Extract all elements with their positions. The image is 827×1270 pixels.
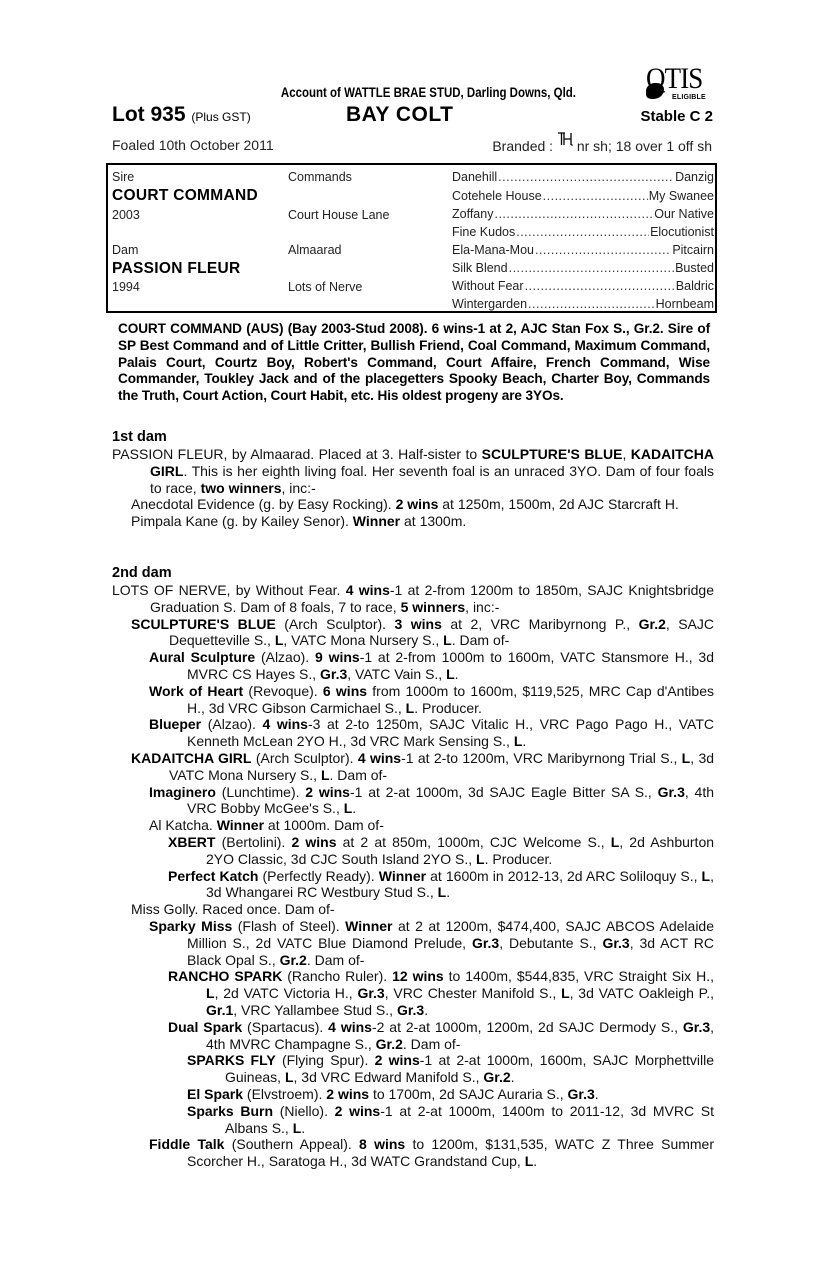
- pedigree-entry: [112, 496, 714, 513]
- branded-text: nr sh; 18 over 1 off sh: [576, 138, 712, 154]
- bold-run: 4 wins: [262, 716, 308, 733]
- text-run: from 1000m to 1600m, $119,525, MRC Cap d'Antibes H., 3d VRC Gibson Carmichael S.,: [187, 682, 714, 716]
- pedigree-entry: [112, 968, 714, 1018]
- bold-run: Gr.1: [206, 1001, 234, 1018]
- foaled-date: Foaled 10th October 2011: [112, 137, 274, 153]
- bold-run: Winner: [345, 917, 393, 934]
- text-run: , 2d Ashburton 2YO Classic, 3d CJC South Island 2YO S.,: [206, 833, 715, 867]
- text-run: . Producer.: [484, 850, 553, 867]
- text-run: , 2d VATC Victoria H.,: [214, 985, 358, 1002]
- text-run: .: [533, 1153, 538, 1170]
- text-run: (Flash of Steel).: [232, 917, 346, 934]
- ancestor-dam-sire: Our Native: [654, 207, 714, 221]
- sire-year: 2003: [112, 208, 140, 222]
- text-run: , VATC Vain S.,: [347, 665, 447, 682]
- dam-label: Dam: [112, 243, 139, 257]
- ancestor-sire: Silk Blend: [452, 261, 508, 275]
- pedigree-entry: [112, 918, 714, 968]
- text-run: , Debutante S.,: [499, 934, 603, 951]
- bold-run: SCULPTURE'S BLUE: [131, 615, 276, 632]
- text-run: .: [352, 800, 357, 817]
- page-title: BAY COLT: [346, 103, 454, 126]
- ancestor-dam-sire: My Swanee: [648, 189, 714, 203]
- text-run: . Dam of-: [402, 1035, 461, 1052]
- ancestor-row: [452, 243, 714, 257]
- sire-sire: Commands: [288, 170, 352, 184]
- text-run: . This is her eighth living foal. Her seventh foal is an unraced 3YO. Dam of four foals to race,: [150, 462, 714, 496]
- text-run: -1 at 2-at 1000m, 1400m to 2011-12, 3d MVRC St Albans S.,: [225, 1102, 715, 1136]
- text-run: -1 at 2-from 1200m to 1850m, SAJC Knightsbridge Graduation S. Dam of 8 foals, 7 to race,: [150, 582, 714, 615]
- lot-label: Lot 935: [112, 103, 186, 126]
- text-run: . Dam of-: [329, 766, 388, 783]
- dam-name: PASSION FLEUR: [112, 260, 241, 277]
- text-run: (Arch Sculptor).: [275, 615, 395, 632]
- pedigree-entry: [112, 868, 714, 902]
- bold-run: 2 wins: [395, 496, 439, 513]
- bold-run: 2 wins: [305, 783, 350, 800]
- text-run: to 1700m, 2d SAJC Auraria S.,: [369, 1085, 568, 1102]
- bold-run: L: [284, 1069, 294, 1086]
- ancestor-dam-sire: Danzig: [675, 170, 714, 184]
- bold-run: L: [443, 632, 452, 649]
- text-run: (Rancho Ruler).: [282, 968, 393, 985]
- bold-run: 12 wins: [392, 968, 444, 985]
- qtis-logo-word: QTIS: [646, 62, 703, 95]
- ancestor-dam-sire: Pitcairn: [672, 243, 714, 257]
- text-run: LOTS OF NERVE, by Without Fear.: [112, 582, 346, 598]
- text-run: -1 at 2-at 1000m, 3d SAJC Eagle Bitter SA S.,: [349, 783, 658, 800]
- text-run: . Dam of-: [306, 951, 365, 968]
- text-run: at 1250m, 1500m, 2d AJC Starcraft H.: [438, 496, 679, 513]
- pedigree-entry: [112, 784, 714, 818]
- brand-mark-icon: [557, 132, 573, 150]
- sire-name: COURT COMMAND: [112, 187, 258, 204]
- pedigree-entry: [112, 446, 714, 496]
- branded-label: Branded :: [492, 138, 554, 154]
- bold-run: Gr.3: [357, 985, 385, 1002]
- text-run: at 1600m in 2012-13, 2d ARC Soliloquy S.,: [426, 867, 702, 884]
- text-run: , inc:-: [281, 479, 316, 496]
- bold-run: SPARKS FLY: [187, 1052, 276, 1069]
- text-run: ,: [622, 446, 631, 462]
- ancestor-sire: Cotehele House: [452, 189, 542, 203]
- text-run: (Perfectly Ready).: [258, 867, 379, 884]
- bold-run: Dual Spark: [168, 1018, 243, 1035]
- stable-location: Stable C 2: [640, 108, 713, 125]
- text-run: to 1400m, $544,835, VRC Straight Six H.,: [443, 968, 714, 985]
- bold-run: Aural Sculpture: [149, 649, 256, 666]
- bold-run: Gr.3: [471, 934, 500, 951]
- bold-run: Fiddle Talk: [149, 1136, 225, 1153]
- bold-run: 9 wins: [314, 649, 360, 666]
- pedigree-entry: [112, 649, 714, 683]
- text-run: . Dam of-: [451, 632, 510, 649]
- text-run: -2 at 2-at 1000m, 1200m, 2d SAJC Dermody S.,: [371, 1018, 683, 1035]
- bold-run: L: [524, 1153, 534, 1170]
- text-run: (Southern Appeal).: [224, 1136, 360, 1153]
- leader-dots: [543, 189, 648, 203]
- bold-run: 5 winners: [400, 598, 466, 615]
- text-run: -1 at 2-at 1000m, 1600m, SAJC Morphettville Guineas,: [225, 1052, 715, 1086]
- text-run: (Flying Spur).: [275, 1052, 375, 1069]
- text-run: (Spartacus).: [242, 1018, 329, 1035]
- ancestor-sire: Ela-Mana-Mou: [452, 243, 534, 257]
- text-run: Miss Golly. Raced once. Dam of-: [131, 901, 335, 918]
- text-run: at 2 at 1200m, $474,400, SAJC ABCOS Adelaide Million S., 2d VATC Blue Diamond Prelude,: [187, 917, 715, 951]
- text-run: Pimpala Kane (g. by Kailey Senor).: [131, 513, 353, 530]
- text-run: .: [522, 733, 527, 750]
- ancestor-row: [452, 261, 714, 275]
- bold-run: Gr.2: [375, 1035, 403, 1052]
- ancestor-dam-sire: Elocutionist: [650, 225, 714, 239]
- pedigree-entry: [112, 1136, 714, 1170]
- text-run: Anecdotal Evidence (g. by Easy Rocking).: [131, 496, 396, 513]
- text-run: .: [510, 1069, 515, 1086]
- bold-run: Perfect Katch: [168, 867, 259, 884]
- pedigree-entry: [112, 1052, 714, 1086]
- bold-run: 4 wins: [357, 749, 402, 766]
- text-run: .: [301, 1119, 306, 1136]
- leader-dots: [535, 243, 671, 257]
- sire-label: Sire: [112, 170, 135, 184]
- bold-run: L: [437, 884, 447, 901]
- bold-run: L: [274, 632, 284, 649]
- text-run: (Bertolini).: [215, 833, 292, 850]
- text-run: (Lunchtime).: [215, 783, 306, 800]
- bold-run: L: [513, 733, 523, 750]
- leader-dots: [528, 297, 655, 311]
- bold-run: Work of Heart: [149, 682, 244, 699]
- first-dam-heading: 1st dam: [112, 429, 167, 445]
- text-run: (Elvstroem).: [243, 1085, 327, 1102]
- text-run: , 4th MVRC Champagne S.,: [206, 1018, 715, 1052]
- text-run: PASSION FLEUR, by Almaarad. Placed at 3. Half-sister to: [112, 446, 482, 462]
- bold-run: Winner: [378, 867, 427, 884]
- bold-run: 2 wins: [291, 833, 337, 850]
- bold-run: L: [343, 800, 353, 817]
- leader-dots: [509, 261, 674, 275]
- text-run: (Revoque).: [243, 682, 323, 699]
- text-run: , 3d VRC Edward Manifold S.,: [293, 1069, 484, 1086]
- bold-run: Gr.2: [483, 1069, 511, 1086]
- leader-dots: [516, 225, 649, 239]
- bold-run: 2 wins: [326, 1085, 370, 1102]
- bold-run: Winner: [352, 513, 401, 530]
- pedigree-entry: [112, 1019, 714, 1053]
- leader-dots: [498, 170, 674, 184]
- pedigree-table: [106, 163, 717, 313]
- text-run: (Alzao).: [255, 649, 315, 666]
- bold-run: Winner: [216, 817, 265, 834]
- text-run: , 4th VRC Bobby McGee's S.,: [187, 783, 714, 817]
- bold-run: Gr.2: [279, 951, 307, 968]
- text-run: , SAJC Dequetteville S.,: [169, 615, 715, 649]
- bold-run: 8 wins: [359, 1136, 406, 1153]
- sire-dam: Court House Lane: [288, 208, 390, 222]
- text-run: , inc:-: [465, 598, 500, 615]
- bold-run: Gr.3: [567, 1085, 595, 1102]
- ancestor-dam-sire: Hornbeam: [655, 297, 714, 311]
- bold-run: L: [320, 766, 330, 783]
- text-run: -1 at 2-from 1000m to 1600m, VATC Stansmore H., 3d MVRC CS Hayes S.,: [187, 649, 714, 682]
- text-run: , 3d VATC Mona Nursery S.,: [169, 749, 715, 783]
- bold-run: L: [681, 749, 691, 766]
- ancestor-row: [452, 225, 714, 239]
- dam-sire: Almaarad: [288, 243, 342, 257]
- bold-run: L: [405, 699, 415, 716]
- pedigree-entry: [112, 513, 714, 530]
- text-run: Al Katcha.: [149, 817, 217, 834]
- bold-run: KADAITCHA GIRL: [150, 446, 714, 479]
- pedigree-entry: [112, 716, 714, 750]
- bold-run: KADAITCHA GIRL: [131, 749, 252, 766]
- bold-run: L: [561, 985, 570, 1002]
- text-run: , 3d VATC Oakleigh P.,: [569, 985, 714, 1002]
- pedigree-entry: [112, 750, 714, 784]
- dam-dam: Lots of Nerve: [288, 280, 363, 294]
- bold-run: L: [610, 833, 620, 850]
- bold-run: SCULPTURE'S BLUE: [481, 446, 623, 462]
- ancestor-row: [452, 297, 714, 311]
- text-run: at 1300m.: [400, 513, 467, 530]
- text-run: (Arch Sculptor).: [251, 749, 358, 766]
- bold-run: Sparky Miss: [149, 917, 233, 934]
- leader-dots: [525, 279, 675, 293]
- bold-run: 2 wins: [374, 1052, 420, 1069]
- dam-year: 1994: [112, 280, 140, 294]
- pedigree-entry: [112, 834, 714, 868]
- text-run: -1 at 2-to 1200m, VRC Maribyrnong Trial S.,: [401, 749, 682, 766]
- text-run: -3 at 2-to 1250m, SAJC Vitalic H., VRC Pago Pago H., VATC Kenneth McLean 2YO H., 3d VRC Mark Sensing S.,: [187, 716, 714, 750]
- ancestor-sire: Zoffany: [452, 207, 494, 221]
- pedigree-entry: [112, 582, 714, 616]
- ancestor-row: [452, 170, 714, 184]
- text-run: , VRC Chester Manifold S.,: [384, 985, 562, 1002]
- bold-run: 2 wins: [334, 1102, 381, 1119]
- ancestor-sire: Wintergarden: [452, 297, 528, 311]
- bold-run: El Spark: [187, 1085, 244, 1102]
- qtis-eligible-logo: [640, 62, 720, 104]
- bold-run: Gr.3: [682, 1018, 711, 1035]
- bold-run: 3 wins: [394, 615, 442, 632]
- first-dam-entries: [112, 446, 714, 530]
- ancestor-sire: Fine Kudos: [452, 225, 516, 239]
- text-run: . Producer.: [414, 699, 482, 716]
- ancestor-row: [452, 279, 714, 293]
- ancestor-dam-sire: Baldric: [675, 279, 714, 293]
- text-run: , VRC Yallambee Stud S.,: [233, 1001, 397, 1018]
- text-run: .: [424, 1001, 429, 1018]
- branded-info: [446, 137, 712, 155]
- bold-run: L: [446, 665, 455, 682]
- bold-run: Gr.3: [602, 934, 630, 951]
- ancestor-dam-sire: Busted: [675, 261, 714, 275]
- second-dam-heading: 2nd dam: [112, 565, 172, 581]
- bold-run: Gr.3: [657, 783, 685, 800]
- bold-run: L: [701, 867, 711, 884]
- ancestor-row: [452, 189, 714, 203]
- gst-note: (Plus GST): [191, 110, 251, 124]
- text-run: .: [454, 665, 459, 682]
- leader-dots: [494, 207, 653, 221]
- bold-run: L: [292, 1119, 302, 1136]
- text-run: , 3d ACT RC Black Opal S.,: [187, 934, 714, 968]
- text-run: at 2, VRC Maribyrnong P.,: [441, 615, 639, 632]
- ancestor-sire: Without Fear: [452, 279, 524, 293]
- ancestor-sire: Danehill: [452, 170, 498, 184]
- pedigree-entry: [112, 1103, 714, 1137]
- bold-run: two winners: [200, 479, 282, 496]
- bold-run: XBERT: [168, 833, 216, 850]
- second-dam-entries: [112, 582, 714, 1170]
- pedigree-entry: [112, 616, 714, 650]
- bold-run: Blueper: [149, 716, 202, 733]
- bold-run: Gr.3: [320, 665, 348, 682]
- text-run: , VATC Mona Nursery S.,: [283, 632, 444, 649]
- text-run: , 3d Whangarei RC Westbury Stud S.,: [206, 867, 714, 901]
- bold-run: RANCHO SPARK: [168, 968, 283, 985]
- pedigree-entry: [112, 901, 714, 918]
- pedigree-entry: [112, 817, 714, 834]
- text-run: (Niello).: [273, 1102, 335, 1119]
- bold-run: L: [476, 850, 485, 867]
- bold-run: Sparks Burn: [187, 1102, 274, 1119]
- text-run: at 1000m. Dam of-: [264, 817, 384, 834]
- sire-summary: COURT COMMAND (AUS) (Bay 2003-Stud 2008). 6 wins-1 at 2, AJC Stan Fox S., Gr.2. Sire of SP Best Command and of Little Critter, Bullish Friend, Coal Command, Maximum Command, Palais Court, Courtz Boy, Robert's Command, Court Affaire, French Command, Wise Commander, Toukley Jack and of the placegetters Spooky Beach, Charter Boy, Commands the Truth, Court Action, Court Habit, etc. His oldest progeny are 3YOs.: [118, 321, 710, 404]
- bold-run: 4 wins: [328, 1018, 372, 1035]
- lot-number: [112, 103, 251, 127]
- bold-run: Imaginero: [149, 783, 216, 800]
- text-run: (Alzao).: [201, 716, 263, 733]
- text-run: to 1200m, $131,535, WATC Z Three Summer Scorcher H., Saratoga H., 3d WATC Grandstand Cup,: [187, 1136, 714, 1170]
- bold-run: 6 wins: [322, 682, 368, 699]
- bold-run: L: [206, 985, 215, 1002]
- pedigree-entry: [112, 1086, 714, 1103]
- text-run: at 2 at 850m, 1000m, CJC Welcome S.,: [336, 833, 611, 850]
- text-run: .: [594, 1085, 599, 1102]
- text-run: .: [446, 884, 451, 901]
- vendor-account: Account of WATTLE BRAE STUD, Darling Downs, Qld.: [280, 84, 576, 100]
- bold-run: Gr.2: [638, 615, 666, 632]
- pedigree-entry: [112, 683, 714, 717]
- bold-run: 4 wins: [345, 582, 390, 598]
- qtis-logo-eligible: ELIGIBLE: [672, 94, 706, 101]
- bold-run: Gr.3: [396, 1001, 425, 1018]
- ancestor-row: [452, 207, 714, 221]
